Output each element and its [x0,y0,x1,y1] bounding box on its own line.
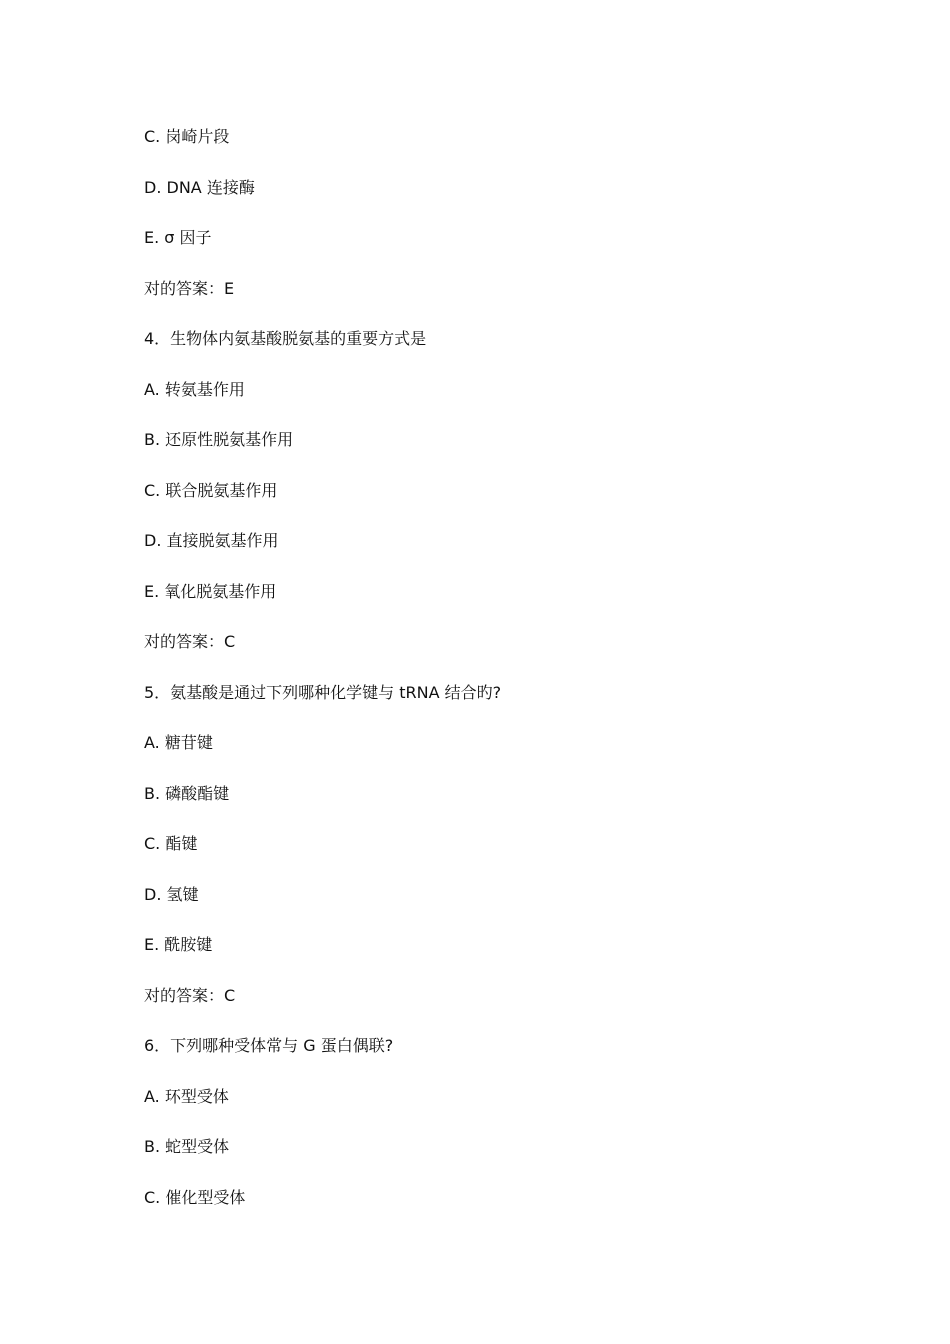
q5-option-e: E. 酰胺键 [144,935,213,954]
q5-answer: 对的答案：C [144,985,236,1005]
q4-option-d: D. 直接脱氨基作用 [144,531,279,550]
question-5: 5．氨基酸是通过下列哪种化学键与 tRNA 结合旳? [144,682,502,702]
q5-option-c: C. 酯键 [144,834,198,853]
q6-option-a: A. 环型受体 [144,1086,229,1106]
q5-option-b: B. 磷酸酯键 [144,783,230,803]
q4-option-b: B. 还原性脱氨基作用 [144,430,294,449]
document-body [144,124,844,1235]
option-d-line: D. DNA 连接酶 [144,177,255,197]
q5-option-d: D. 氢键 [144,884,199,904]
q5-option-a: A. 糖苷键 [144,733,213,752]
answer-line: 对的答案：E [144,278,235,298]
option-e-line: E. σ 因子 [144,228,212,247]
question-4: 4．生物体内氨基酸脱氨基的重要方式是 [144,329,427,348]
question-6: 6．下列哪种受体常与 G 蛋白偶联? [144,1036,394,1055]
option-c-line: C. 岗崎片段 [144,127,230,146]
q6-option-c: C. 催化型受体 [144,1187,246,1207]
q6-option-b: B. 蛇型受体 [144,1137,230,1156]
q4-option-a: A. 转氨基作用 [144,379,245,399]
q4-answer: 对的答案：C [144,632,236,651]
q4-option-c: C. 联合脱氨基作用 [144,480,278,500]
q4-option-e: E. 氧化脱氨基作用 [144,581,277,601]
